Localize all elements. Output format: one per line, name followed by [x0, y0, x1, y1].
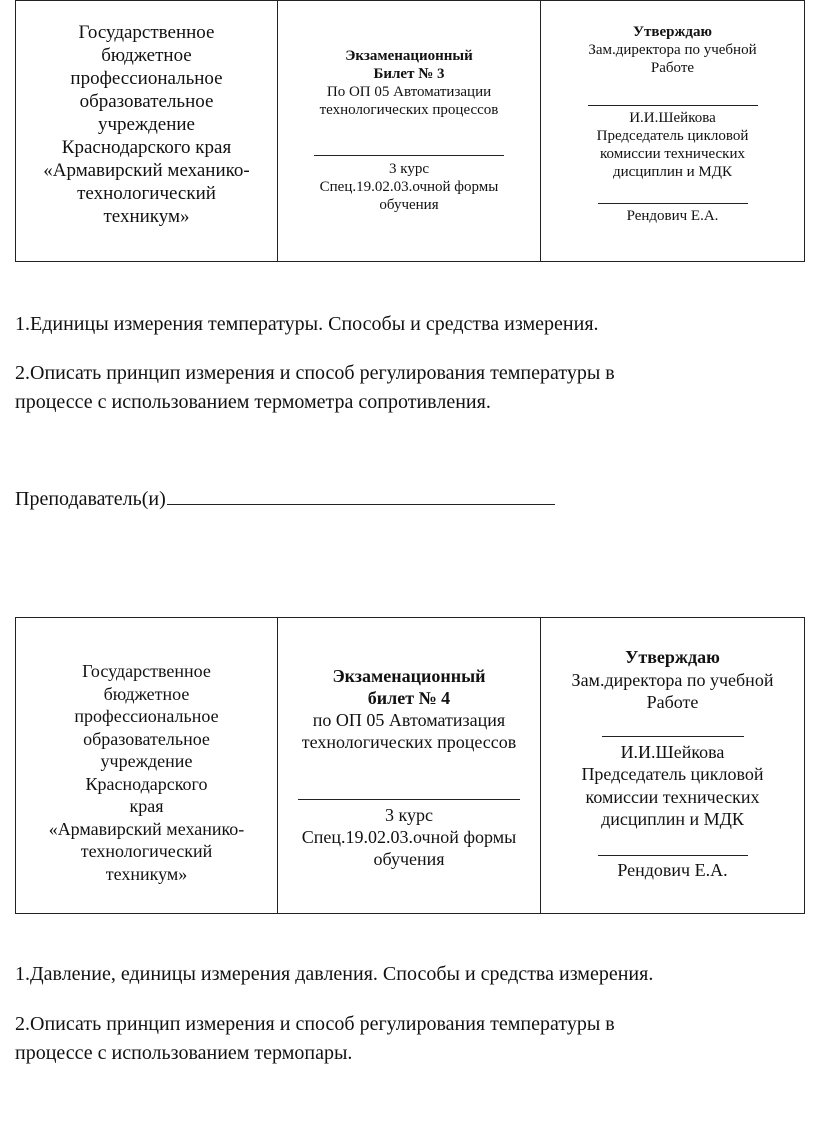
institution-line: техникум»: [105, 863, 188, 884]
institution-line: образовательное: [83, 728, 210, 749]
signer-name: Рендович Е.А.: [626, 208, 719, 224]
chair-line: Председатель цикловой: [596, 128, 749, 144]
specialty-line: Спец.19.02.03.очной формы: [319, 179, 499, 195]
institution-cell: [16, 1, 278, 262]
signature-line: [167, 482, 555, 505]
signature-line: [602, 714, 744, 737]
institution-line: профессиональное: [74, 706, 219, 726]
institution-line: Государственное: [82, 661, 211, 681]
institution-line: профессиональное: [70, 68, 223, 89]
teacher-label: Преподаватель(и): [15, 488, 166, 510]
question-line: процессе с использованием термометра сопротивления.: [15, 391, 491, 413]
institution-line: края: [129, 796, 164, 816]
subject-line: технологических процессов: [319, 102, 499, 118]
ticket-3-header-table: [15, 0, 805, 262]
institution-name: [16, 618, 277, 885]
question-2: [15, 1010, 805, 1068]
question-line: 2.Описать принцип измерения и способ регулирования температуры в: [15, 1013, 615, 1035]
teacher-signature: [15, 482, 555, 514]
approval-cell: [541, 618, 805, 914]
question-1: 1.Давление, единицы измерения давления. Способы и средства измерения.: [15, 963, 654, 985]
chair-line: дисциплин и МДК: [612, 164, 733, 180]
specialty-line: Спец.19.02.03.очной формы: [301, 827, 517, 847]
specialty-line: обучения: [379, 197, 439, 213]
exam-title: Экзаменационный: [332, 666, 486, 686]
exam-title: Экзаменационный: [345, 48, 473, 64]
course-label: 3 курс: [389, 161, 429, 177]
ticket-number: Билет № 3: [373, 66, 445, 82]
institution-line: учреждение: [98, 114, 195, 135]
signature-line: [588, 77, 758, 106]
signature-line: [598, 831, 748, 856]
signer-name: Рендович Е.А.: [617, 859, 728, 880]
question-line: процессе с использованием термопары.: [15, 1042, 353, 1064]
approval-cell: [541, 1, 805, 262]
specialty-line: обучения: [373, 849, 445, 869]
chair-line: Председатель цикловой: [581, 764, 764, 784]
approver-line: Работе: [646, 692, 699, 712]
approver-line: Зам.директора по учебной: [571, 669, 774, 690]
approve-label: Утверждаю: [633, 24, 712, 40]
institution-line: образовательное: [79, 91, 214, 112]
chair-line: комиссии технических: [585, 786, 760, 807]
institution-line: технологический: [77, 183, 216, 204]
question-line: 2.Описать принцип измерения и способ регулирования температуры в: [15, 362, 615, 384]
institution-line: Краснодарского: [85, 773, 208, 794]
question-1: 1.Единицы измерения температуры. Способы и средства измерения.: [15, 313, 599, 335]
signer-name: И.И.Шейкова: [629, 110, 716, 126]
chair-line: комиссии технических: [600, 146, 745, 162]
institution-line: Государственное: [78, 22, 215, 43]
signer-name: И.И.Шейкова: [620, 741, 725, 762]
subject-line: По ОП 05 Автоматизации: [326, 84, 492, 100]
institution-name: [16, 1, 277, 228]
course-label: 3 курс: [385, 805, 433, 825]
institution-line: «Армавирский механико-: [43, 160, 250, 181]
institution-line: бюджетное: [101, 45, 192, 66]
signature-line: [598, 181, 748, 204]
approver-line: Зам.директора по учебной: [588, 42, 757, 58]
institution-line: «Армавирский механико-: [48, 818, 245, 839]
institution-cell: [16, 618, 278, 914]
ticket-number: билет № 4: [367, 688, 451, 708]
institution-line: Краснодарского края: [61, 137, 232, 158]
subject-line: по ОП 05 Автоматизация: [312, 710, 506, 730]
approver-line: Работе: [650, 60, 695, 76]
approve-label: Утверждаю: [625, 647, 720, 667]
institution-line: технологический: [80, 841, 213, 861]
chair-line: дисциплин и МДК: [601, 809, 744, 829]
ticket-4-header-table: [15, 617, 805, 914]
institution-line: учреждение: [100, 751, 193, 771]
ticket-info-cell: [278, 1, 541, 262]
signature-line: [314, 119, 504, 156]
institution-line: бюджетное: [103, 683, 190, 704]
institution-line: техникум»: [103, 206, 190, 227]
signature-line: [298, 753, 520, 800]
ticket-info-cell: [278, 618, 541, 914]
question-2: [15, 359, 805, 417]
subject-line: технологических процессов: [301, 732, 517, 752]
